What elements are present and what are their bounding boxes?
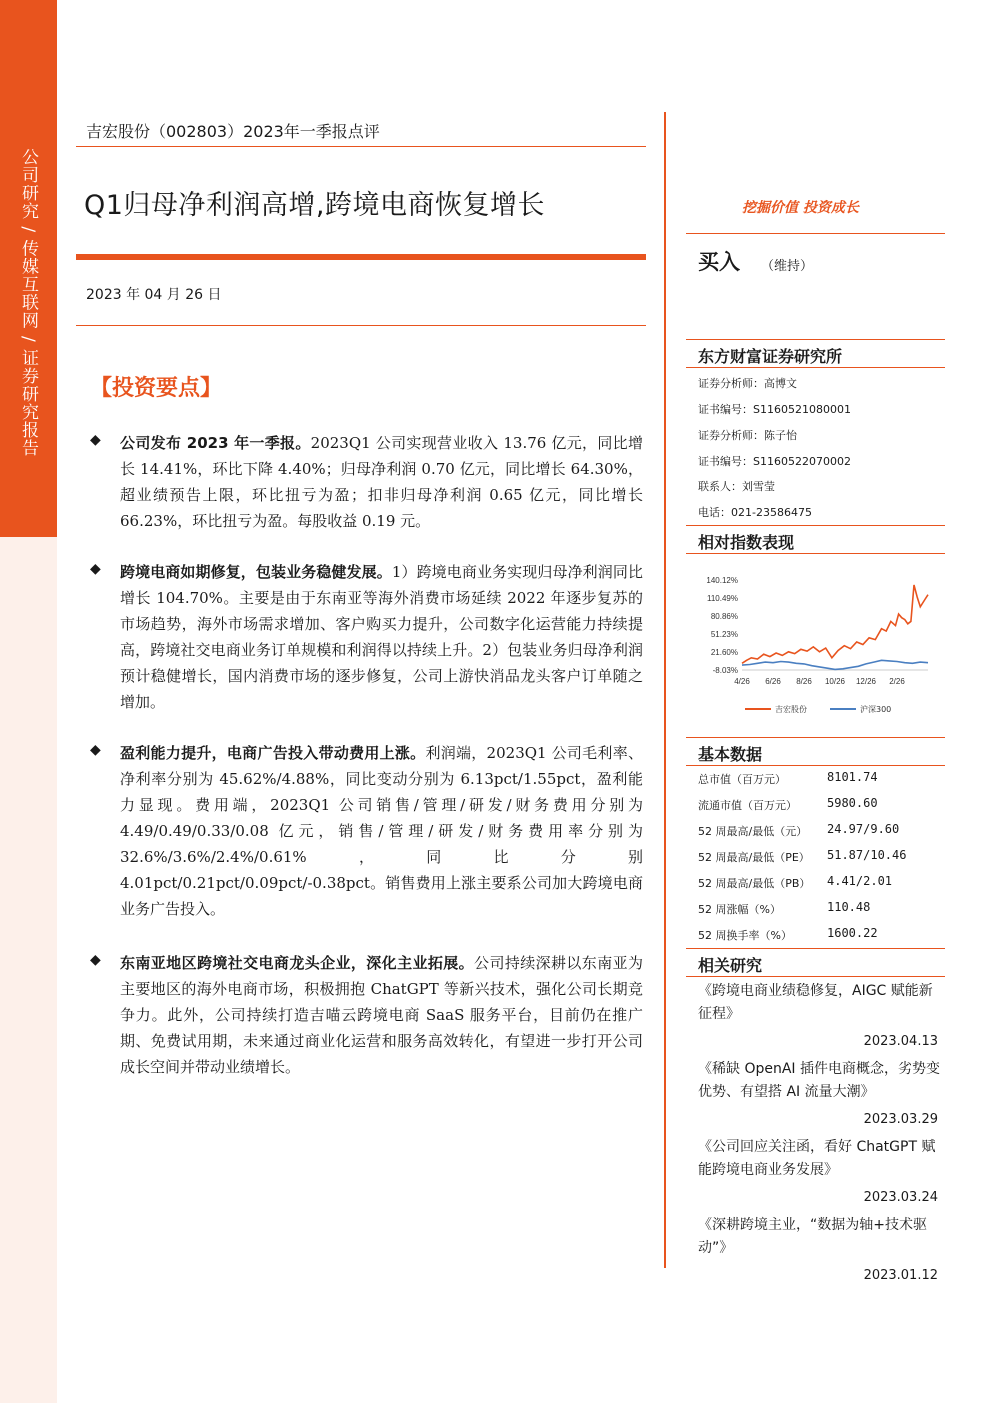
diamond-bullet-icon: ◆	[90, 742, 101, 758]
related-report-link[interactable]: 《跨境电商业绩稳修复，AIGC 赋能新征程》	[698, 983, 933, 1022]
analyst-line: 证书编号：S1160521080001	[698, 403, 851, 416]
related-report-link[interactable]: 《公司回应关注函，看好 ChatGPT 赋能跨境电商业务发展》	[698, 1139, 936, 1178]
legend-label: 沪深300	[860, 705, 892, 714]
date-rule	[76, 325, 646, 326]
point-lead: 东南亚地区跨境社交电商龙头企业，深化主业拓展。	[120, 954, 475, 972]
x-tick-label: 2/26	[889, 677, 905, 686]
x-tick-label: 6/26	[765, 677, 781, 686]
basic-data-label: 52 周换手率（%）	[698, 929, 792, 942]
basic-data-value: 110.48	[827, 900, 871, 914]
report-subtitle: 吉宏股份（002803）2023年一季报点评	[86, 122, 380, 141]
y-tick-label: -8.03%	[712, 666, 738, 675]
rating: 买入	[698, 250, 740, 274]
point-lead: 盈利能力提升，电商广告投入带动费用上涨。	[120, 744, 426, 762]
y-tick-label: 51.23%	[710, 630, 738, 639]
related-under-rule	[686, 976, 945, 977]
point-lead: 公司发布 2023 年一季报。	[120, 434, 311, 452]
y-tick-label: 21.60%	[710, 648, 738, 657]
point-body: 1）跨境电商业务实现归母净利润同比增长 104.70%。主要是由于东南亚等海外消费市场延续 2022 年逐步复苏的市场趋势，海外市场需求增加、客户购买力提升，公司数字化运营能力持续提高，跨境社交电商业务订单规模和利润得以持续上升。2）包装业务归母净利润预计稳健增长，国内消费市场的逐步修复，公司上游快消品龙头客户订单随之增加。	[120, 563, 643, 711]
investment-point	[90, 740, 643, 922]
y-tick-label: 140.12%	[706, 576, 738, 585]
chart-under-rule	[686, 553, 945, 554]
institute-under-rule	[686, 367, 945, 368]
slogan: 挖掘价值 投资成长	[742, 200, 859, 216]
basic-data-value: 4.41/2.01	[827, 874, 893, 888]
contact-line: 电话：021-23586475	[698, 506, 812, 519]
investment-point	[90, 950, 643, 1080]
legend-label: 吉宏股份	[775, 705, 807, 714]
y-tick-label: 110.49%	[707, 594, 738, 603]
report-date: 2023 年 04 月 26 日	[86, 287, 222, 303]
basic-rule	[686, 737, 945, 738]
title-rule	[76, 254, 646, 260]
investment-point	[90, 430, 643, 534]
diamond-bullet-icon: ◆	[90, 561, 101, 577]
related-report-date: 2023.03.29	[863, 1112, 938, 1127]
series-line	[742, 585, 928, 663]
chart-title: 相对指数表现	[698, 533, 795, 552]
sidebar-category-label: 公司研究 / 传媒互联网 / 证券研究报告	[18, 148, 38, 458]
related-report-link[interactable]: 《稀缺 OpenAI 插件电商概念，劣势变优势、有望搭 AI 流量大潮》	[698, 1061, 940, 1100]
column-divider	[664, 112, 666, 1268]
relative-index-chart	[700, 570, 940, 720]
chart-rule	[686, 525, 945, 526]
point-body: 公司持续深耕以东南亚为主要地区的海外电商市场，积极拥抱 ChatGPT 等新兴技术，强化公司长期竞争力。此外，公司持续打造吉喵云跨境电商 SaaS 服务平台，目前仍在推广期、免费试用期，未来通过商业化运营和服务高效转化，有望进一步打开公司成长空间并带动业绩增长。	[120, 954, 643, 1076]
series-line	[742, 660, 928, 669]
related-rule	[686, 948, 945, 949]
basic-data-label: 流通市值（百万元）	[698, 799, 797, 812]
x-tick-label: 4/26	[734, 677, 750, 686]
x-tick-label: 10/26	[824, 677, 846, 686]
basic-data-value: 1600.22	[827, 926, 878, 940]
point-lead: 跨境电商如期修复，包装业务稳健发展。	[120, 563, 392, 581]
related-report-date: 2023.04.13	[863, 1034, 938, 1049]
x-tick-label: 12/26	[855, 677, 877, 686]
header-rule	[76, 146, 646, 147]
investment-point	[90, 559, 643, 715]
basic-data-label: 总市值（百万元）	[698, 773, 786, 786]
related-research-title: 相关研究	[698, 956, 763, 975]
basic-data-value: 5980.60	[827, 796, 878, 810]
page-title: Q1归母净利润高增,跨境电商恢复增长	[84, 190, 546, 221]
institute-name: 东方财富证券研究所	[698, 347, 843, 366]
section-heading: 【投资要点】	[90, 375, 223, 401]
related-report-date: 2023.01.12	[863, 1268, 938, 1283]
basic-data-label: 52 周涨幅（%）	[698, 903, 781, 916]
basic-data-value: 51.87/10.46	[827, 848, 907, 862]
basic-under-rule	[686, 765, 945, 766]
basic-data-label: 52 周最高/最低（PE）	[698, 851, 810, 864]
x-tick-label: 8/26	[796, 677, 812, 686]
analyst-line: 证券分析师：高博文	[698, 377, 797, 390]
diamond-bullet-icon: ◆	[90, 952, 101, 968]
institute-rule	[686, 339, 945, 340]
y-tick-label: 80.86%	[710, 612, 738, 621]
basic-data-label: 52 周最高/最低（元）	[698, 825, 808, 838]
basic-data-label: 52 周最高/最低（PB）	[698, 877, 811, 890]
point-body: 利润端，2023Q1 公司毛利率、净利率分别为 45.62%/4.88%，同比变动分别为 6.13pct/1.55pct，盈利能力显现。费用端，2023Q1 公司销售/管理/研发/财务费用分别为 4.49/0.49/0.33/0.08 亿元，销售/管理/研发/财务费用率分别为 32.6%/3.6%/2.4%/0.61%，同比分别 4.01pct/0.21pct/0.09pct/-0.38pct。销售费用上涨主要系公司加大跨境电商业务广告投入。	[120, 744, 643, 918]
related-report-link[interactable]: 《深耕跨境主业，“数据为轴+技术驱动”》	[698, 1217, 927, 1256]
rating-top-rule	[686, 233, 945, 234]
basic-data-title: 基本数据	[698, 745, 763, 764]
basic-data-value: 8101.74	[827, 770, 878, 784]
rating-note: （维持）	[761, 259, 814, 274]
contact-line: 联系人：刘雪莹	[698, 480, 775, 493]
point-body: 2023Q1 公司实现营业收入 13.76 亿元，同比增长 14.41%，环比下降 4.40%；归母净利润 0.70 亿元，同比增长 64.30%，超业绩预告上限，环比扭亏为盈；扣非归母净利润 0.65 亿元，同比增长 66.23%，环比扭亏为盈。每股收益 0.19 元。	[120, 434, 643, 530]
basic-data-value: 24.97/9.60	[827, 822, 900, 836]
related-report-date: 2023.03.24	[863, 1190, 938, 1205]
analyst-line: 证券分析师：陈子怡	[698, 429, 797, 442]
diamond-bullet-icon: ◆	[90, 432, 101, 448]
analyst-line: 证书编号：S1160522070002	[698, 455, 851, 468]
